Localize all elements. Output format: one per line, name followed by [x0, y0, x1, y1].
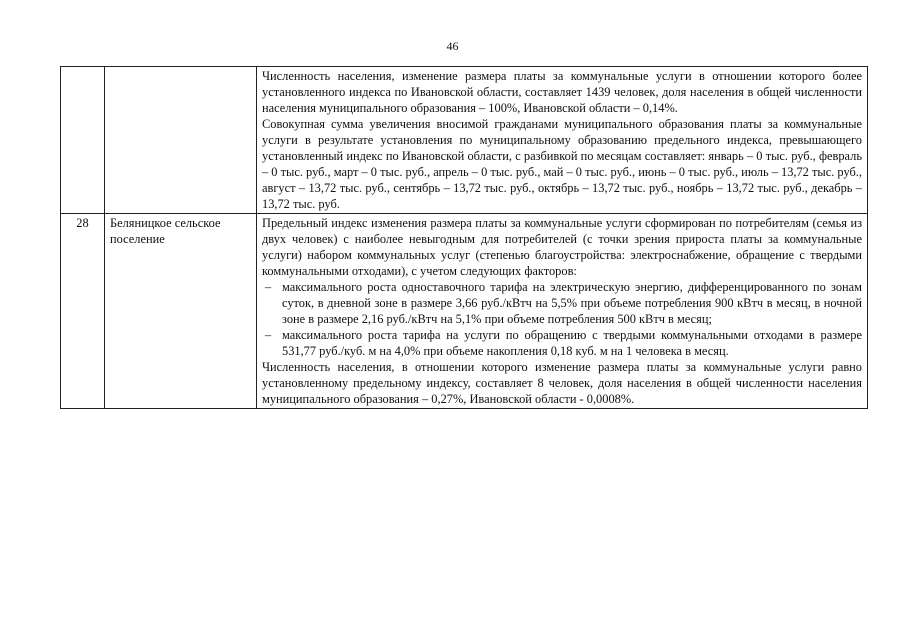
factor-text: максимального роста тарифа на услуги по обращению с твердыми коммунальными отходами в размере 531,77 руб./куб. м на 4,0% при объеме накопления 0,18 куб. м на 1 человека в месяц.	[282, 328, 862, 358]
population-paragraph: Численность населения, изменение размера платы за коммунальные услуги в отношении которого более установленного индекса по Ивановской области, составляет 1439 человек, доля населения в общей численности населения муниципального образования – 100%, Ивановской области – 0,14%.	[262, 69, 862, 115]
table-row	[61, 214, 868, 409]
municipality-name-cell	[105, 67, 257, 214]
description-cell	[257, 67, 868, 214]
municipality-name-cell: Беляницкое сельское поселение	[105, 214, 257, 409]
closing-paragraph: Численность населения, в отношении которого изменение размера платы за коммунальные услуги равно установленному предельному индексу, составляет 8 человек, доля населения в общей численности населения муниципального образования – 0,27%, Ивановской области - 0,0008%.	[262, 360, 862, 406]
row-number-cell	[61, 67, 105, 214]
factor-text: максимального роста одноставочного тарифа на электрическую энергию, дифференцированного по зонам суток, в дневной зоне в размере 3,66 руб./кВтч на 5,5% при объеме потребления 900 кВтч в месяц, в ночной зоне в размере 2,16 руб./кВтч на 5,1% при объеме потребления 500 кВтч в месяц;	[282, 280, 862, 326]
bullet-dash: –	[265, 328, 272, 342]
list-item	[262, 279, 862, 327]
index-intro-paragraph: Предельный индекс изменения размера платы за коммунальные услуги сформирован по потребителям (семья из двух человек) с наиболее невыгодным для потребителей (с точки зрения прироста платы за коммунальные услуги) набором коммунальных услуг (степенью благоустройства: электроснабжение, обращение с твердыми коммунальными отходами), с учетом следующих факторов:	[262, 216, 862, 278]
description-cell	[257, 214, 868, 409]
municipal-index-table	[60, 66, 868, 409]
factors-list	[262, 279, 862, 359]
table-row	[61, 67, 868, 214]
bullet-dash: –	[265, 280, 272, 294]
page-number: 46	[446, 39, 459, 53]
list-item	[262, 327, 862, 359]
row-number-cell: 28	[61, 214, 105, 409]
monthly-sum-paragraph: Совокупная сумма увеличения вносимой гражданами муниципального образования платы за коммунальные услуги в результате установления по муниципальному образованию предельного индекса, превышающего установленный индекс по Ивановской области, с разбивкой по месяцам составляет: январь – 0 тыс. руб., февраль – 0 тыс. руб., март – 0 тыс. руб., апрель – 0 тыс. руб., май – 0 тыс. руб., июнь – 0 тыс. руб., июль – 13,72 тыс. руб., август – 13,72 тыс. руб., сентябрь – 13,72 тыс. руб., октябрь – 13,72 тыс. руб., ноябрь – 13,72 тыс. руб., декабрь – 13,72 тыс. руб.	[262, 117, 862, 211]
